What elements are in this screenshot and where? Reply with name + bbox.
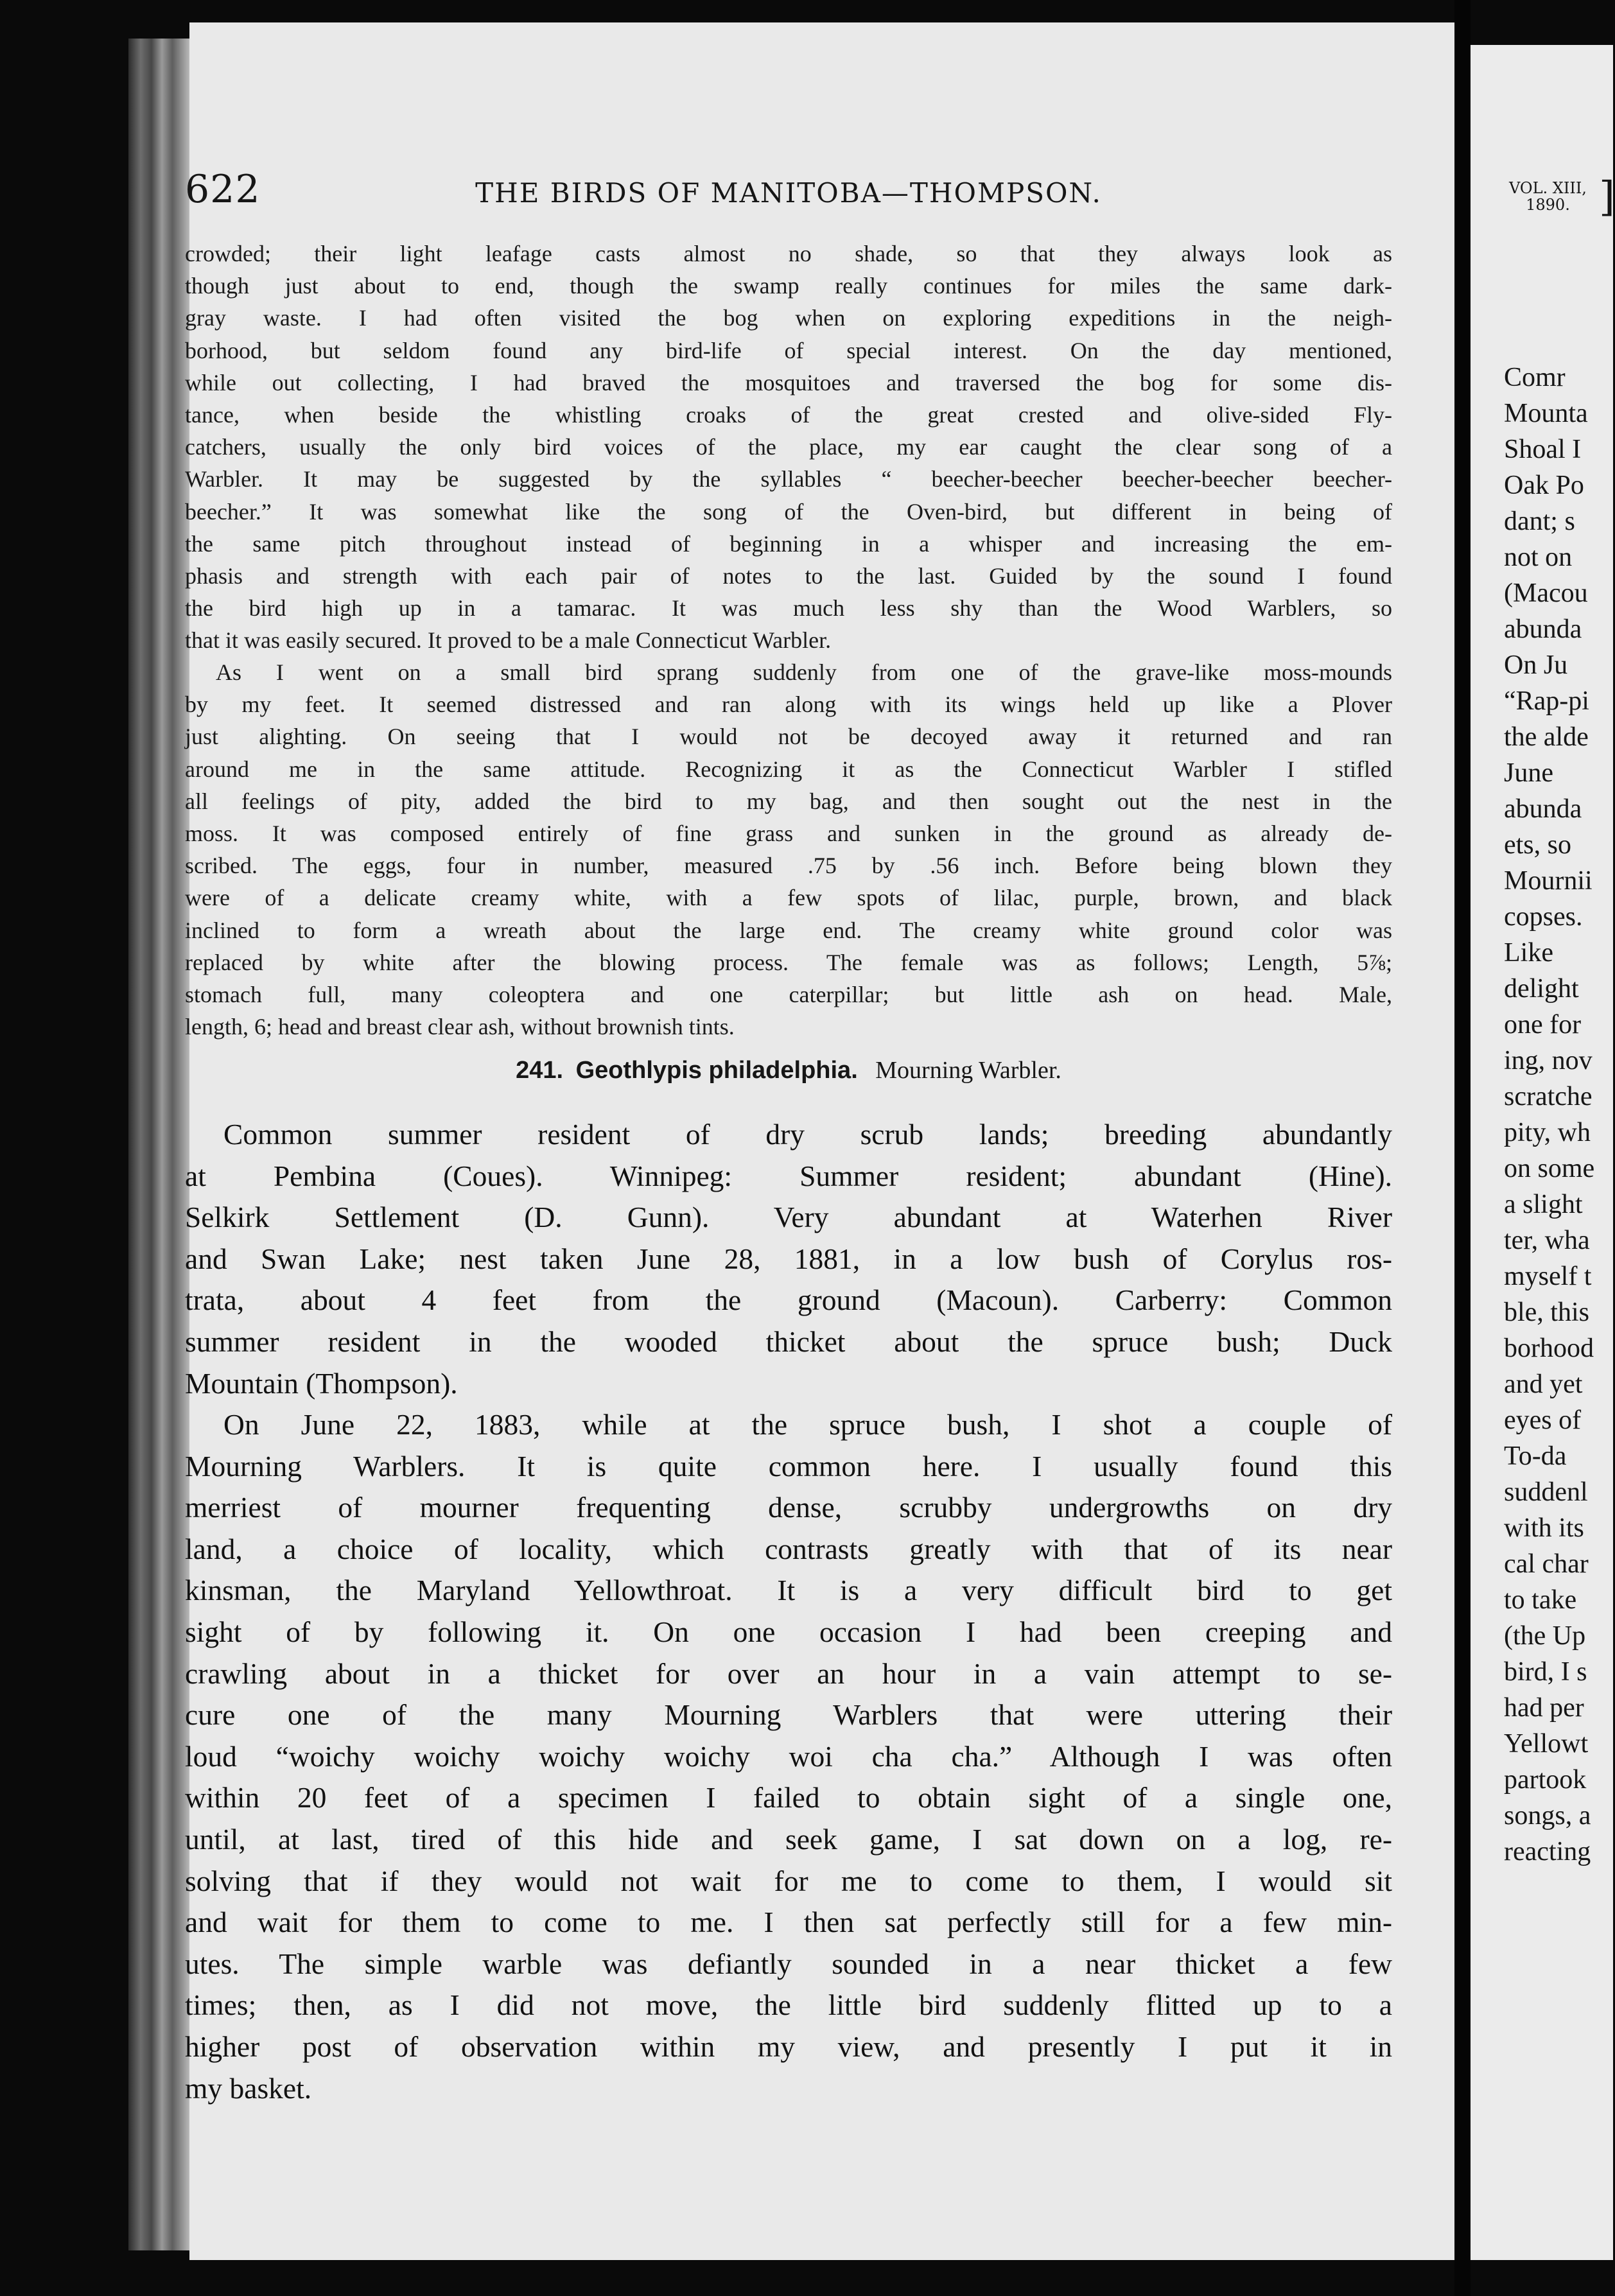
text-line: within 20 feet of a specimen I failed to obtain sight of a single one, xyxy=(185,1781,1392,1814)
facing-line: On Ju xyxy=(1504,650,1568,680)
facing-line: (Macou xyxy=(1504,578,1588,608)
facing-line: Comr xyxy=(1504,363,1566,392)
facing-line: Yellowt xyxy=(1504,1729,1589,1759)
facing-line: on some xyxy=(1504,1154,1595,1183)
species-scientific-name: Geothlypis philadelphia. xyxy=(575,1057,858,1084)
text-line: utes. The simple warble was defiantly sounded in a near thicket a few xyxy=(185,1947,1392,1980)
facing-line: cal char xyxy=(1504,1549,1589,1579)
species-number: 241. xyxy=(516,1057,564,1084)
text-line: Warbler. It may be suggested by the syllables “ beecher-beecher beecher-beecher beecher- xyxy=(185,466,1392,492)
facing-line: not on xyxy=(1504,543,1573,572)
running-title: THE BIRDS OF MANITOBA—THOMPSON. xyxy=(475,177,1102,209)
text-line: crawling about in a thicket for over an hour in a vain attempt to se- xyxy=(185,1657,1392,1690)
text-line: and wait for them to come to me. I then sat perfectly still for a few min- xyxy=(185,1906,1392,1939)
facing-line: one for xyxy=(1504,1010,1582,1039)
facing-line: Mournii xyxy=(1504,866,1593,896)
facing-line: ing, nov xyxy=(1504,1046,1593,1075)
text-line: merriest of mourner frequenting dense, scrubby undergrowths on dry xyxy=(185,1491,1392,1524)
paragraph-field-account xyxy=(185,1404,1392,2109)
facing-line: a slight xyxy=(1504,1190,1583,1219)
text-line: Selkirk Settlement (D. Gunn). Very abundant at Waterhen River xyxy=(185,1201,1392,1234)
facing-line: suddenl xyxy=(1504,1477,1588,1507)
text-line: and Swan Lake; nest taken June 28, 1881, in a low bush of Corylus ros- xyxy=(185,1242,1392,1275)
facing-line: abunda xyxy=(1504,794,1582,824)
text-line: while out collecting, I had braved the mosquitoes and traversed the bog for some dis- xyxy=(185,369,1392,396)
facing-line: reacting xyxy=(1504,1837,1591,1866)
text-line: inclined to form a wreath about the large end. The creamy white ground color was xyxy=(185,917,1392,943)
text-line: the same pitch throughout instead of beginning in a whisper and increasing the em- xyxy=(185,530,1392,557)
species-common-name: Mourning Warbler. xyxy=(875,1057,1061,1084)
paragraph-connecticut-warbler xyxy=(185,238,1392,656)
text-line: length, 6; head and breast clear ash, without brownish tints. xyxy=(185,1014,735,1040)
page-edge xyxy=(128,39,189,2250)
facing-line: Shoal I xyxy=(1504,435,1582,464)
facing-line: and yet xyxy=(1504,1370,1583,1399)
text-line: scribed. The eggs, four in number, measured .75 by .56 inch. Before being blown they xyxy=(185,853,1392,879)
facing-line: To-da xyxy=(1504,1441,1567,1471)
text-line: loud “woichy woichy woichy woichy woi cha cha.” Although I was often xyxy=(185,1739,1392,1773)
facing-line: with its xyxy=(1504,1513,1584,1543)
facing-volume-label xyxy=(1509,180,1587,213)
facing-line: dant; s xyxy=(1504,507,1575,536)
text-line: tance, when beside the whistling croaks of the great crested and olive-sided Fly- xyxy=(185,401,1392,428)
text-line: As I went on a small bird sprang suddenly from one of the grave-like moss-mounds xyxy=(216,659,1392,685)
facing-line: borhood xyxy=(1504,1334,1594,1363)
facing-bracket: ] xyxy=(1599,173,1615,221)
text-line: cure one of the many Mourning Warblers that were uttering their xyxy=(185,1698,1392,1732)
text-line: the bird high up in a tamarac. It was much less shy than the Wood Warblers, so xyxy=(185,595,1392,622)
paragraph-range xyxy=(185,1114,1392,1404)
facing-page-text xyxy=(1504,360,1594,1870)
text-line: gray waste. I had often visited the bog when on exploring expeditions in the neigh- xyxy=(185,305,1392,331)
facing-line: ets, so xyxy=(1504,830,1571,860)
facing-line: to take xyxy=(1504,1585,1577,1615)
text-line: my basket. xyxy=(185,2071,312,2105)
text-line: until, at last, tired of this hide and seek game, I sat down on a log, re- xyxy=(185,1822,1392,1856)
facing-line: songs, a xyxy=(1504,1801,1591,1831)
facing-line: June xyxy=(1504,758,1553,788)
text-line: that it was easily secured. It proved to be a male Connecticut Warbler. xyxy=(185,627,832,654)
facing-year: 1890. xyxy=(1526,196,1570,214)
text-line: at Pembina (Coues). Winnipeg: Summer resident; abundant (Hine). xyxy=(185,1159,1392,1192)
text-line: moss. It was composed entirely of fine grass and sunken in the ground as already de- xyxy=(185,820,1392,846)
facing-line: ble, this xyxy=(1504,1298,1589,1327)
text-line: were of a delicate creamy white, with a few spots of lilac, purple, brown, and black xyxy=(185,885,1392,911)
text-line: all feelings of pity, added the bird to my bag, and then sought out the nest in the xyxy=(185,788,1392,814)
text-line: Mourning Warblers. It is quite common here. I usually found this xyxy=(185,1449,1392,1483)
text-line: phasis and strength with each pair of notes to the last. Guided by the sound I found xyxy=(185,562,1392,589)
text-line: solving that if they would not wait for me to come to them, I would sit xyxy=(185,1864,1392,1897)
text-line: times; then, as I did not move, the little bird suddenly flitted up to a xyxy=(185,1988,1392,2022)
facing-line: Mounta xyxy=(1504,399,1588,428)
text-line: On June 22, 1883, while at the spruce bush, I shot a couple of xyxy=(223,1408,1392,1441)
facing-line: Like xyxy=(1504,938,1553,968)
facing-line: the alde xyxy=(1504,722,1589,752)
facing-line: scratche xyxy=(1504,1082,1593,1111)
paragraph-nest-description xyxy=(185,656,1392,1043)
text-line: replaced by white after the blowing process. The female was as follows; Length, 5⅞; xyxy=(185,949,1392,975)
page-number: 622 xyxy=(185,167,261,212)
facing-line: abunda xyxy=(1504,614,1582,644)
text-line: catchers, usually the only bird voices of the place, my ear caught the clear song of a xyxy=(185,434,1392,460)
text-line: higher post of observation within my view, and presently I put it in xyxy=(185,2030,1392,2063)
book-gutter xyxy=(1454,0,1471,2296)
facing-page xyxy=(1471,45,1613,2260)
facing-line: ter, wha xyxy=(1504,1226,1590,1255)
text-line: summer resident in the wooded thicket about the spruce bush; Duck xyxy=(185,1325,1392,1358)
text-line: around me in the same attitude. Recognizing it as the Connecticut Warbler I stifled xyxy=(185,756,1392,782)
facing-line: delight xyxy=(1504,974,1579,1004)
text-line: stomach full, many coleoptera and one caterpillar; but little ash on head. Male, xyxy=(185,981,1392,1007)
facing-line: partook xyxy=(1504,1765,1587,1795)
text-line: Mountain (Thompson). xyxy=(185,1366,458,1400)
running-head xyxy=(185,153,1392,217)
facing-line: copses. xyxy=(1504,902,1583,932)
text-line: just alighting. On seeing that I would not be decoyed away it returned and ran xyxy=(185,724,1392,750)
text-line: beecher.” It was somewhat like the song of the Oven-bird, but different in being of xyxy=(185,498,1392,525)
text-line: borhood, but seldom found any bird-life of special interest. On the day mentioned, xyxy=(185,337,1392,363)
facing-volume: VOL. XIII, xyxy=(1509,179,1587,197)
species-heading xyxy=(185,1056,1392,1084)
text-line: though just about to end, though the swamp really continues for miles the same dark- xyxy=(185,273,1392,299)
facing-line: eyes of xyxy=(1504,1405,1582,1435)
facing-line: bird, I s xyxy=(1504,1657,1587,1687)
text-line: kinsman, the Maryland Yellowthroat. It is a very difficult bird to get xyxy=(185,1574,1392,1607)
text-line: trata, about 4 feet from the ground (Macoun). Carberry: Common xyxy=(185,1283,1392,1317)
facing-line: (the Up xyxy=(1504,1621,1586,1651)
text-line: sight of by following it. On one occasion I had been creeping and xyxy=(185,1615,1392,1648)
facing-line: myself t xyxy=(1504,1262,1592,1291)
text-line: Common summer resident of dry scrub lands; breeding abundantly xyxy=(223,1118,1392,1151)
facing-line: pity, wh xyxy=(1504,1118,1591,1147)
facing-line: Oak Po xyxy=(1504,471,1584,500)
text-line: by my feet. It seemed distressed and ran along with its wings held up like a Plover xyxy=(185,691,1392,718)
facing-line: had per xyxy=(1504,1693,1584,1723)
facing-line: “Rap-pi xyxy=(1504,686,1589,716)
text-line: crowded; their light leafage casts almost no shade, so that they always look as xyxy=(185,241,1392,266)
text-line: land, a choice of locality, which contrasts greatly with that of its near xyxy=(185,1532,1392,1565)
